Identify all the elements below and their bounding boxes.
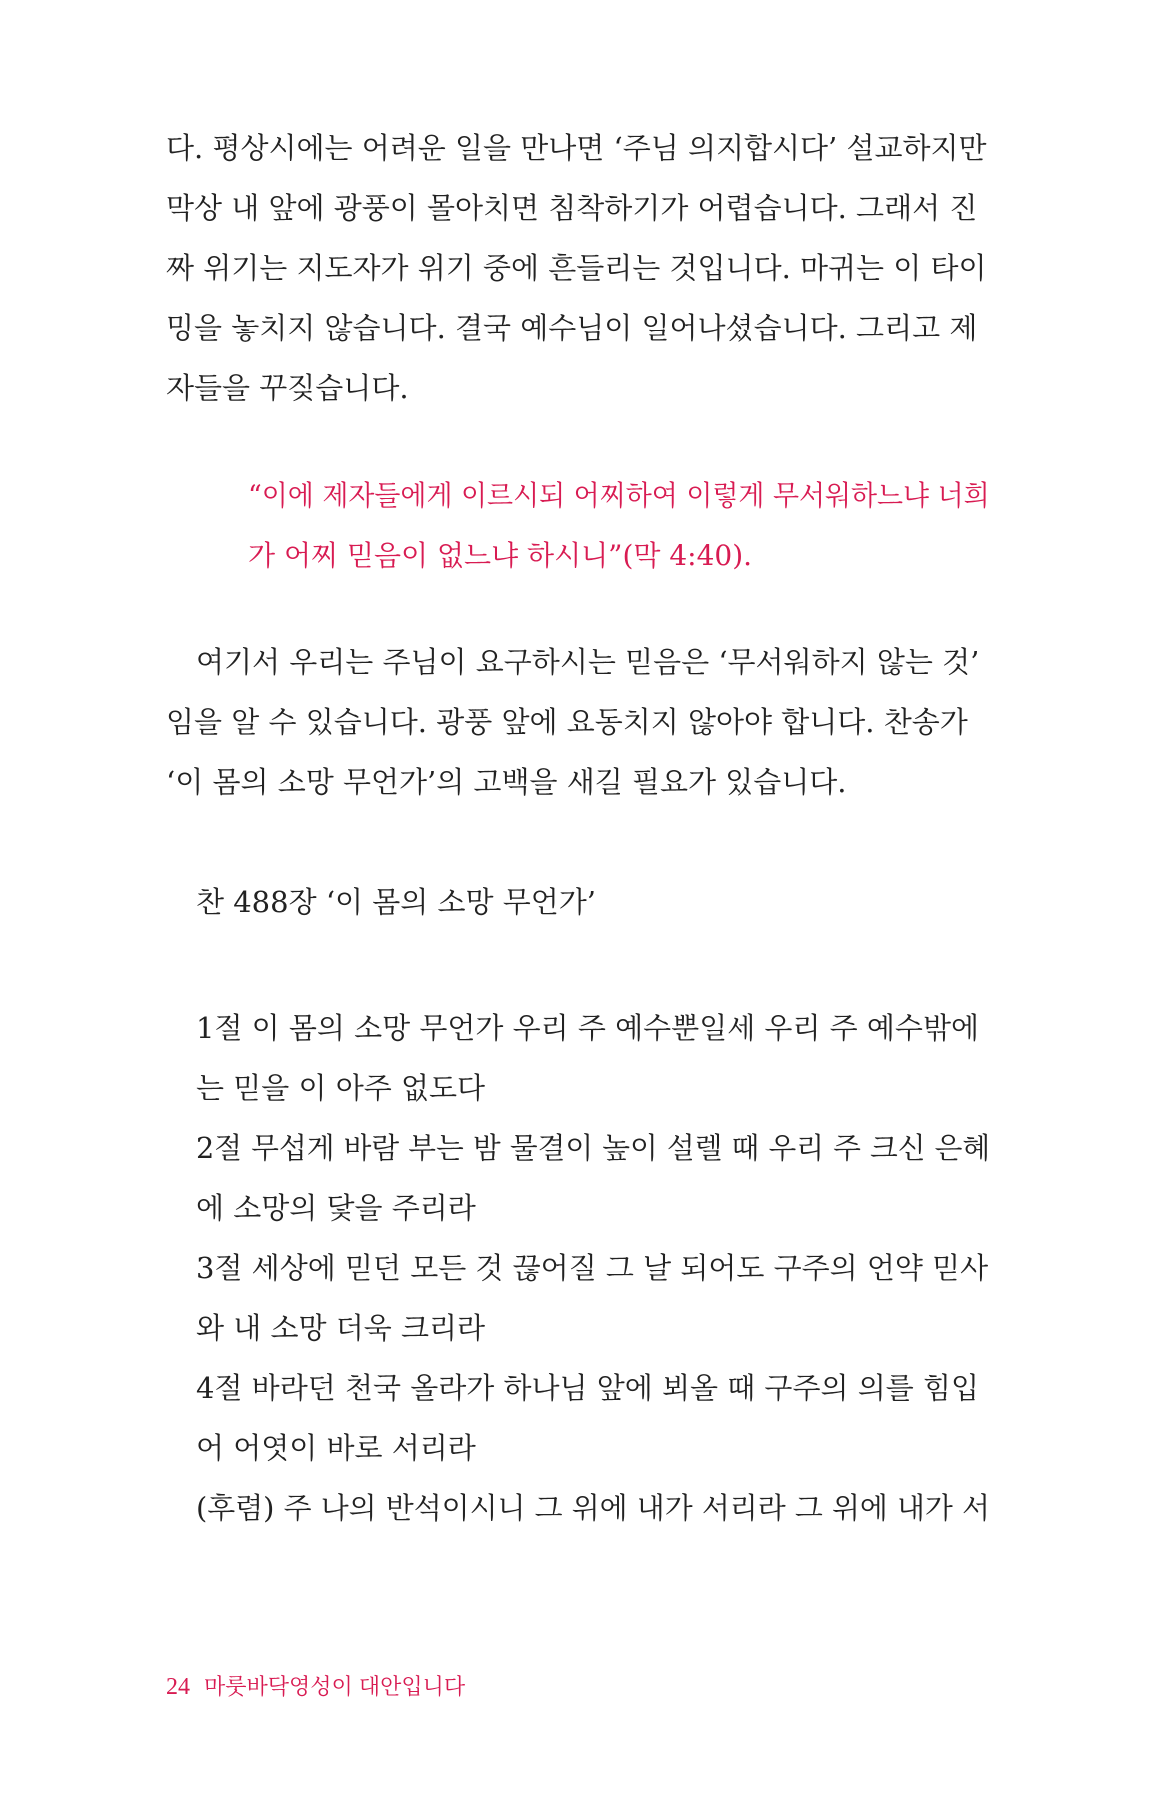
paragraph-line: 다. 평상시에는 어려운 일을 만나면 ‘주님 의지합시다’ 설교하지만	[166, 131, 987, 165]
hymn-refrain-line: (후렴) 주 나의 반석이시니 그 위에 내가 서리라 그 위에 내가 서	[196, 1491, 990, 1525]
hymn-verse-line: 4절 바라던 천국 올라가 하나님 앞에 뵈올 때 구주의 의를 힘입	[196, 1371, 979, 1405]
paragraph-line: 임을 알 수 있습니다. 광풍 앞에 요동치지 않아야 합니다. 찬송가	[166, 705, 968, 739]
paragraph-line: 밍을 놓치지 않습니다. 결국 예수님이 일어나셨습니다. 그리고 제	[166, 311, 978, 345]
book-title: 마룻바닥영성이 대안입니다	[204, 1674, 466, 1699]
paragraph-line: 짜 위기는 지도자가 위기 중에 흔들리는 것입니다. 마귀는 이 타이	[166, 251, 987, 285]
scripture-quote-line: 가 어찌 믿음이 없느냐 하시니”(막 4:40).	[248, 539, 753, 572]
page-footer	[166, 1672, 465, 1702]
hymn-verse-line: 1절 이 몸의 소망 무언가 우리 주 예수뿐일세 우리 주 예수밖에	[196, 1011, 979, 1045]
hymn-verse-line: 어 어엿이 바로 서리라	[196, 1431, 476, 1465]
hymn-verse-line: 2절 무섭게 바람 부는 밤 물결이 높이 설렐 때 우리 주 크신 은혜	[196, 1131, 991, 1165]
hymn-title: 찬 488장 ‘이 몸의 소망 무언가’	[196, 885, 597, 919]
hymn-verse-line: 3절 세상에 믿던 모든 것 끊어질 그 날 되어도 구주의 언약 믿사	[196, 1251, 989, 1285]
hymn-verse-line: 와 내 소망 더욱 크리라	[196, 1311, 485, 1345]
paragraph-line: 자들을 꾸짖습니다.	[166, 371, 409, 405]
paragraph-line: 막상 내 앞에 광풍이 몰아치면 침착하기가 어렵습니다. 그래서 진	[166, 191, 978, 225]
hymn-verse-line: 에 소망의 닻을 주리라	[196, 1191, 476, 1225]
scripture-quote-line: “이에 제자들에게 이르시되 어찌하여 이렇게 무서워하느냐 너희	[248, 479, 990, 512]
page-number: 24	[166, 1674, 190, 1700]
hymn-verse-line: 는 믿을 이 아주 없도다	[196, 1071, 485, 1105]
paragraph-line: ‘이 몸의 소망 무언가’의 고백을 새길 필요가 있습니다.	[166, 765, 847, 799]
paragraph-line: 여기서 우리는 주님이 요구하시는 믿음은 ‘무서워하지 않는 것’	[196, 645, 980, 679]
